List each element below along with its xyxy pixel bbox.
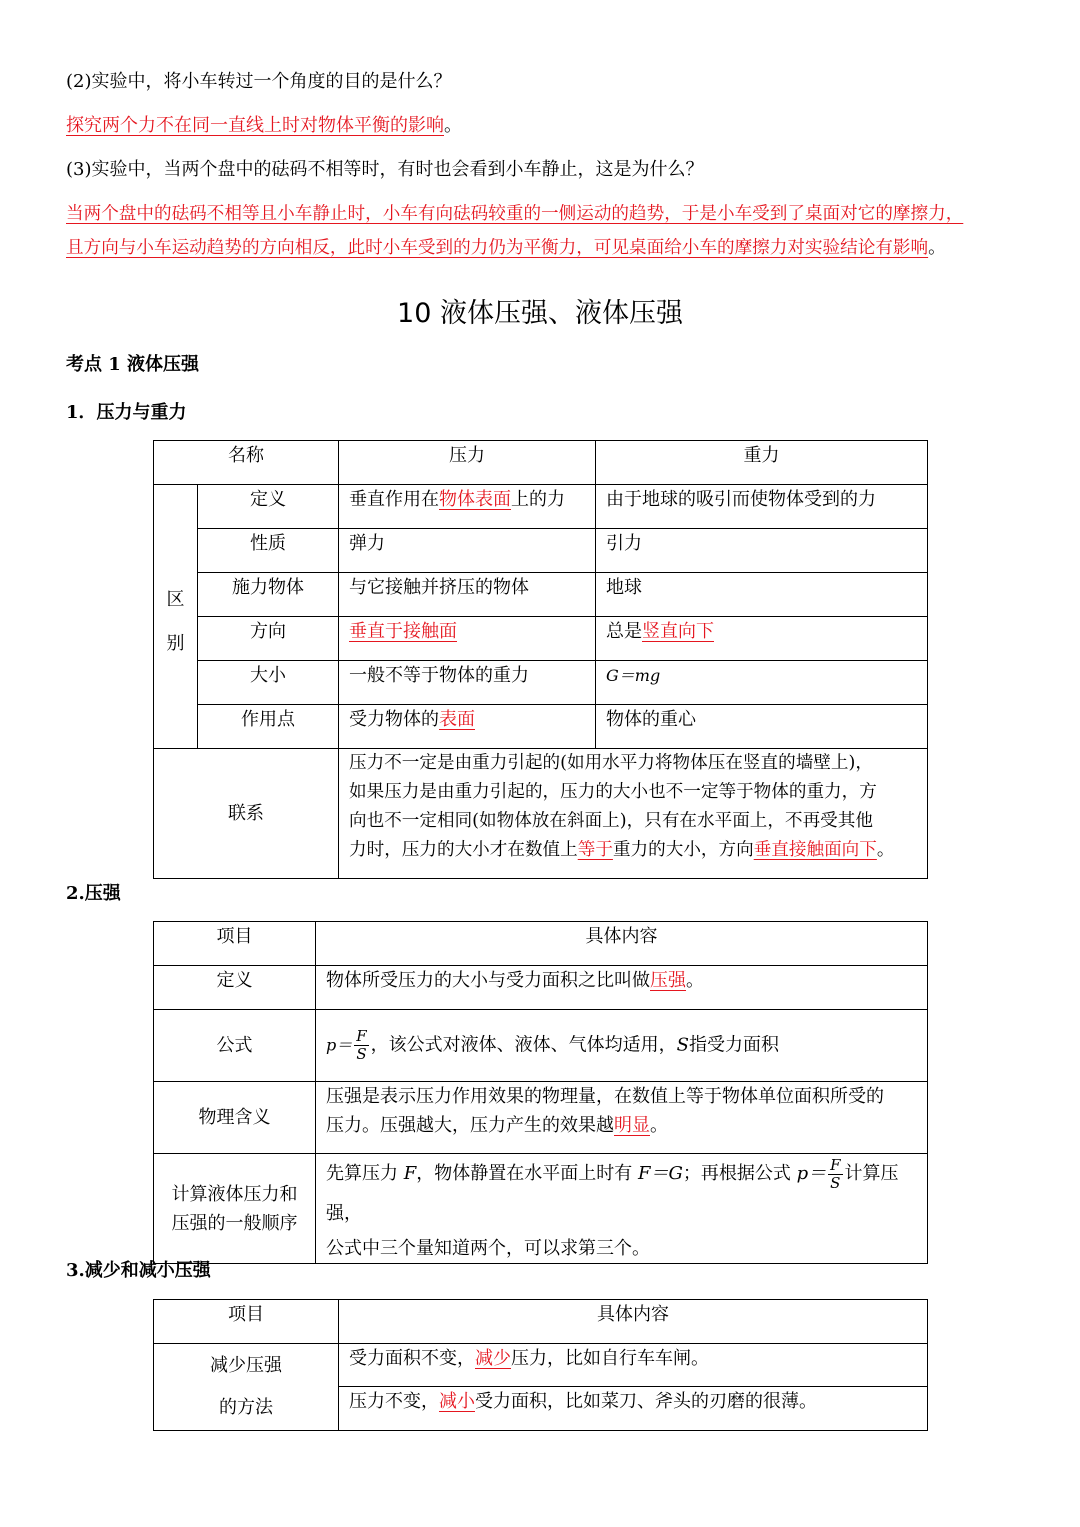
answer: 物体表面 bbox=[439, 489, 511, 510]
answer: 减小 bbox=[439, 1391, 475, 1412]
meaning-cell bbox=[316, 1082, 928, 1154]
row-name bbox=[154, 1154, 316, 1264]
method-label-1: 减少压强 bbox=[210, 1355, 282, 1376]
formula-p: p＝ bbox=[796, 1163, 827, 1184]
numerator: F bbox=[830, 1155, 841, 1174]
text: 压力不变， bbox=[349, 1391, 439, 1412]
text: 垂直作用在 bbox=[349, 489, 439, 510]
table-row bbox=[154, 573, 928, 617]
answer: 垂直于接触面 bbox=[349, 621, 457, 642]
order-label-1: 计算液体压力和 bbox=[171, 1183, 298, 1205]
text: ；再根据公式 bbox=[682, 1163, 797, 1184]
header-gravity: 重力 bbox=[596, 441, 928, 485]
row-name: 性质 bbox=[198, 529, 339, 573]
relation-row bbox=[154, 749, 928, 879]
answer: 垂直接触面向下 bbox=[753, 840, 877, 860]
header-pressure: 压力 bbox=[339, 441, 596, 485]
table-row bbox=[154, 617, 928, 661]
answer: 竖直向下 bbox=[642, 621, 714, 642]
text: 受力物体的 bbox=[349, 709, 439, 730]
difference-label-2: 别 bbox=[166, 632, 185, 654]
answer-2-end: 。 bbox=[444, 115, 462, 136]
question-3: (3)实验中，当两个盘中的砝码不相等时，有时也会看到小车静止，这是为什么？ bbox=[66, 159, 704, 180]
header-item: 项目 bbox=[154, 922, 316, 966]
text: 压力，比如自行车车闸。 bbox=[511, 1348, 709, 1369]
order-line bbox=[326, 1154, 917, 1234]
text: 物体所受压力的大小与受力面积之比叫做 bbox=[326, 970, 650, 991]
text: 指受力面积 bbox=[689, 1034, 780, 1056]
row-name: 作用点 bbox=[198, 705, 339, 749]
pressure-cell: 弹力 bbox=[339, 529, 596, 573]
text: 受力面积不变， bbox=[349, 1348, 475, 1369]
relation-line: 压力不一定是由重力引起的(如用水平力将物体压在竖直的墙壁上)， bbox=[349, 753, 873, 773]
relation-line: 向也不一定相同(如物体放在斜面上)，只有在水平面上，不再受其他 bbox=[349, 811, 873, 831]
content-cell bbox=[339, 1387, 928, 1431]
row-name: 物理含义 bbox=[154, 1082, 316, 1154]
table-row bbox=[154, 1344, 928, 1387]
relation-line bbox=[349, 836, 917, 865]
header-content: 具体内容 bbox=[316, 922, 928, 966]
text: 上的力 bbox=[511, 489, 565, 510]
row-name: 施力物体 bbox=[198, 573, 339, 617]
text: 压力。压强越大，压力产生的效果越 bbox=[326, 1115, 614, 1136]
text: ，该公式对液体、液体、气体均适用， bbox=[370, 1034, 677, 1056]
order-label-2: 压强的一般顺序 bbox=[171, 1212, 298, 1234]
table-row bbox=[154, 705, 928, 749]
text: 重力的大小，方向 bbox=[612, 840, 754, 860]
difference-label bbox=[154, 485, 198, 749]
text: 受力面积，比如菜刀、斧头的刃磨的很薄。 bbox=[475, 1391, 817, 1412]
row-name: 定义 bbox=[154, 966, 316, 1010]
pressure-table bbox=[153, 921, 928, 1264]
section-2-heading: 2.压强 bbox=[66, 883, 121, 904]
meaning-line: 压强是表示压力作用效果的物理量，在数值上等于物体单位面积所受的 bbox=[326, 1086, 884, 1107]
formula-p: p＝ bbox=[326, 1035, 353, 1055]
pressure-cell bbox=[339, 485, 596, 529]
symbol-s: S bbox=[676, 1034, 690, 1056]
pressure-cell: 一般不等于物体的重力 bbox=[339, 661, 596, 705]
row-name: 大小 bbox=[198, 661, 339, 705]
symbol-f: F bbox=[403, 1163, 417, 1184]
answer: 减少 bbox=[475, 1348, 511, 1369]
answer-2-text: 探究两个力不在同一直线上时对物体平衡的影响 bbox=[66, 115, 444, 136]
header-item: 项目 bbox=[154, 1300, 339, 1344]
denominator: S bbox=[356, 1045, 367, 1063]
content-cell bbox=[339, 1344, 928, 1387]
answer: 明显 bbox=[614, 1115, 650, 1136]
table-header-row bbox=[154, 1300, 928, 1344]
row-name: 公式 bbox=[154, 1010, 316, 1082]
difference-label-1: 区 bbox=[166, 588, 185, 610]
pressure-cell bbox=[339, 617, 596, 661]
answer: 压强 bbox=[650, 970, 686, 991]
answer-3-line-2 bbox=[66, 236, 1020, 260]
symbol-f-eq-g: F＝G bbox=[637, 1163, 683, 1184]
table-header-row bbox=[154, 922, 928, 966]
method-label-2: 的方法 bbox=[219, 1397, 273, 1418]
meaning-line bbox=[326, 1111, 917, 1140]
gravity-cell: 引力 bbox=[596, 529, 928, 573]
method-label bbox=[154, 1344, 339, 1431]
text: 先算压力 bbox=[326, 1163, 404, 1184]
table-row bbox=[154, 485, 928, 529]
text: 。 bbox=[876, 840, 895, 860]
relation-cell bbox=[339, 749, 928, 879]
denominator: S bbox=[830, 1173, 841, 1192]
section-1-heading: 1．压力与重力 bbox=[66, 402, 187, 423]
order-cell bbox=[316, 1154, 928, 1264]
header-name: 名称 bbox=[154, 441, 339, 485]
text: ，物体静置在水平面上时有 bbox=[416, 1163, 638, 1184]
gravity-cell: 物体的重心 bbox=[596, 705, 928, 749]
table-row bbox=[154, 1082, 928, 1154]
text: 。 bbox=[650, 1115, 668, 1136]
pressure-gravity-table bbox=[153, 440, 928, 879]
gravity-cell: G＝mg bbox=[596, 661, 928, 705]
table-row bbox=[154, 529, 928, 573]
gravity-cell bbox=[596, 617, 928, 661]
order-line: 公式中三个量知道两个，可以求第三个。 bbox=[326, 1238, 650, 1259]
kaodian-heading: 考点 1 液体压强 bbox=[66, 354, 200, 375]
table-row bbox=[154, 661, 928, 705]
row-name: 方向 bbox=[198, 617, 339, 661]
answer-3-line-1-text: 当两个盘中的砝码不相等且小车静止时，小车有向砝码较重的一侧运动的趋势，于是小车受到了桌面对它的摩擦力， bbox=[66, 204, 964, 224]
answer: 表面 bbox=[439, 709, 475, 730]
answer-3-end: 。 bbox=[928, 238, 946, 258]
pressure-cell: 与它接触并挤压的物体 bbox=[339, 573, 596, 617]
question-2: (2)实验中，将小车转过一个角度的目的是什么？ bbox=[66, 71, 452, 92]
pressure-cell bbox=[339, 705, 596, 749]
table-header-row bbox=[154, 441, 928, 485]
numerator: F bbox=[356, 1027, 367, 1045]
gravity-cell: 由于地球的吸引而使物体受到的力 bbox=[596, 485, 928, 529]
reduce-pressure-table bbox=[153, 1299, 928, 1431]
relation-label: 联系 bbox=[154, 749, 339, 879]
answer-3-line-1 bbox=[66, 202, 1020, 226]
answer: 等于 bbox=[577, 840, 613, 860]
text: 计算压强， bbox=[326, 1163, 899, 1224]
fraction-f-over-s bbox=[354, 1028, 368, 1063]
fraction-f-over-s bbox=[828, 1157, 842, 1192]
relation-line: 如果压力是由重力引起的，压力的大小也不一定等于物体的重力，方 bbox=[349, 782, 877, 802]
formula-cell bbox=[316, 1010, 928, 1082]
content-cell bbox=[316, 966, 928, 1010]
row-name: 定义 bbox=[198, 485, 339, 529]
answer-3-line-2-text: 且方向与小车运动趋势的方向相反，此时小车受到的力仍为平衡力，可见桌面给小车的摩擦力对实验结论有影响 bbox=[66, 238, 929, 258]
table-row bbox=[154, 1010, 928, 1082]
answer-2 bbox=[66, 114, 1020, 138]
header-content: 具体内容 bbox=[339, 1300, 928, 1344]
page-title: 10 液体压强、液体压强 bbox=[397, 298, 683, 329]
text: 力时，压力的大小才在数值上 bbox=[349, 840, 578, 860]
text: 。 bbox=[686, 970, 704, 991]
gravity-cell: 地球 bbox=[596, 573, 928, 617]
text: 总是 bbox=[606, 621, 642, 642]
table-row bbox=[154, 1154, 928, 1264]
section-3-heading: 3.减少和减小压强 bbox=[66, 1260, 211, 1281]
table-row bbox=[154, 966, 928, 1010]
